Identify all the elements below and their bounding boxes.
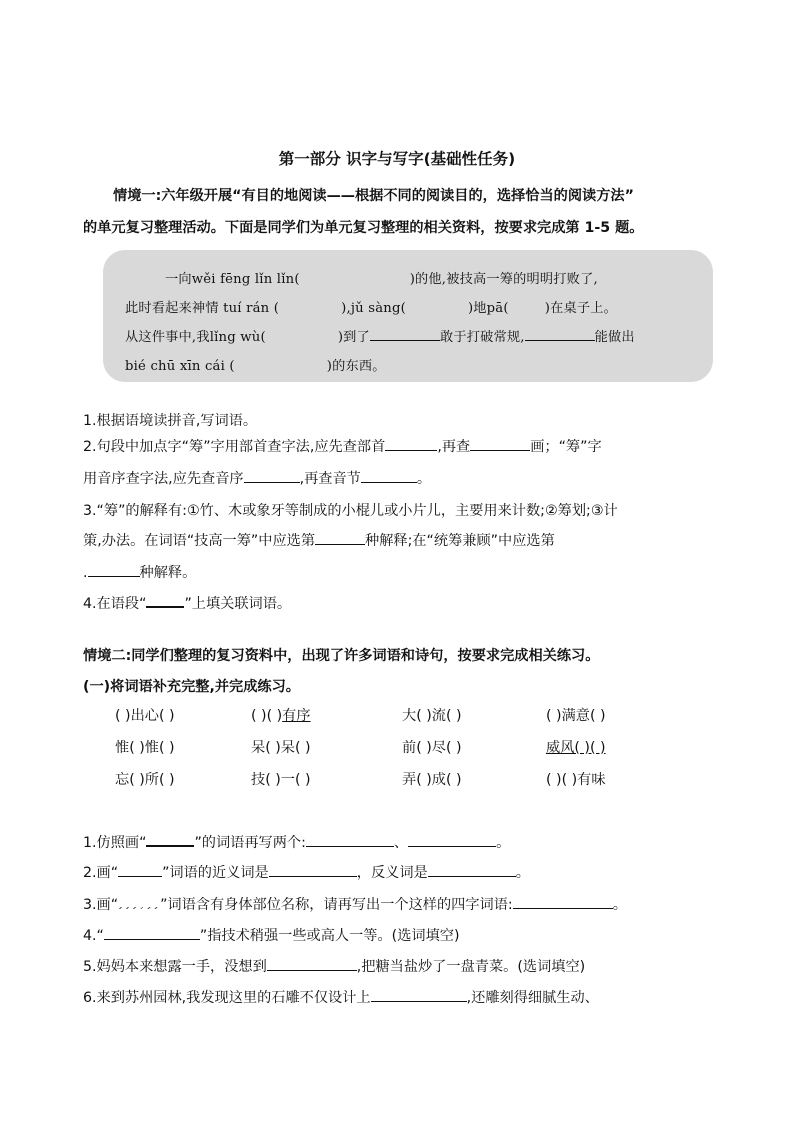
scene1-intro-line2: 的单元复习整理活动。下面是同学们为单元复习整理的相关资料，按要求完成第 1-5 题。 (83, 220, 644, 236)
question-3-line3 (83, 562, 196, 582)
passage-text: 一向wěi fēng lǐn lǐn( (165, 272, 300, 287)
answer-blank[interactable] (525, 328, 595, 341)
question-text: 画；“筹”字 (530, 439, 602, 455)
question-text: 6.来到苏州园林,我发现这里的石雕不仅设计上 (83, 990, 371, 1006)
answer-blank[interactable] (269, 864, 357, 877)
answer-blank[interactable] (428, 864, 516, 877)
question-text: 种解释。 (139, 565, 197, 581)
passage-box (103, 250, 713, 382)
question-text: ，反义词是 (356, 865, 428, 881)
passage-text: 能做出 (594, 330, 635, 345)
passage-text: 此时看起来神情 tuí rán ( (125, 301, 280, 316)
answer-blank[interactable] (385, 438, 437, 451)
exercise-2 (83, 862, 530, 882)
passage-line-1 (165, 268, 598, 287)
exercise-3 (83, 894, 627, 914)
question-text: 。 (515, 865, 530, 881)
passage-text: 从这件事中,我lǐng wù( (125, 330, 266, 345)
idiom-cell[interactable]: 弄( )成( ) (402, 772, 462, 788)
idiom-cell[interactable]: ( )满意( ) (546, 708, 606, 724)
answer-blank[interactable] (315, 532, 365, 545)
passage-text: )到了 (337, 330, 370, 345)
idiom-cell[interactable]: 忘( )所( ) (115, 772, 175, 788)
idiom-blanks: ( )( ) (251, 708, 283, 724)
answer-blank[interactable] (267, 958, 357, 971)
wavy-underline-sample (118, 897, 160, 909)
idiom-cell[interactable]: 大( )流( ) (402, 708, 462, 724)
answer-blank[interactable] (361, 470, 417, 483)
question-text: 3.画“ (83, 897, 119, 913)
question-text: 4.在语段“ (83, 596, 147, 612)
question-2-line1 (83, 436, 602, 456)
answer-blank[interactable] (513, 896, 613, 909)
question-1: 1.根据语境读拼音,写词语。 (83, 413, 258, 429)
question-text: 策,办法。在词语“技高一筹”中应选第 (83, 533, 316, 549)
question-text: . (83, 565, 88, 581)
question-text: ”词语含有身体部位名称，请再写出一个这样的四字词语: (160, 897, 513, 913)
answer-blank[interactable] (146, 594, 184, 608)
question-text: ”词语的近义词是 (162, 865, 269, 881)
idiom-cell[interactable]: ( )( )有味 (546, 772, 606, 788)
passage-text: 敢于打破常规, (439, 330, 525, 345)
answer-blank[interactable] (370, 328, 440, 341)
question-text: ,再查 (437, 439, 471, 455)
question-text: 4.“ (83, 928, 104, 944)
scene1-intro-line1: 情境一:六年级开展“有目的地阅读——根据不同的阅读目的，选择恰当的阅读方法” (113, 188, 634, 204)
passage-text: ),jǔ sàng( (341, 301, 406, 316)
answer-blank[interactable] (371, 989, 467, 1002)
idiom-cell[interactable]: 技( )一( ) (251, 772, 311, 788)
passage-line-4 (125, 355, 386, 374)
scene2-intro: 情境二:同学们整理的复习资料中，出现了许多词语和诗句，按要求完成相关练习。 (83, 648, 600, 664)
question-text: ”的词语再写两个: (194, 835, 306, 851)
passage-text: )在桌子上。 (544, 301, 618, 316)
idiom-cell[interactable]: 呆( )呆( ) (251, 740, 311, 756)
question-2-line2 (83, 468, 431, 488)
question-text: 。 (416, 471, 432, 487)
question-text: ”指技术稍强一些或高人一等。(选词填空) (199, 928, 460, 944)
question-text: 种解释;在“统筹兼顾”中应选第 (365, 533, 555, 549)
answer-blank (118, 864, 162, 877)
idiom-cell[interactable]: 惟( )惟( ) (115, 740, 175, 756)
scene2-subtitle: (一)将词语补充完整,并完成练习。 (83, 679, 300, 695)
question-text: ”上填关联词语。 (184, 596, 292, 612)
question-text: 。 (612, 897, 627, 913)
answer-blank[interactable] (104, 927, 200, 940)
page-title: 第一部分 识字与写字(基础性任务) (278, 150, 516, 168)
answer-blank[interactable] (244, 470, 300, 483)
idiom-cell[interactable]: ( )出心( ) (115, 708, 175, 724)
question-text: 1.仿照画“ (83, 835, 147, 851)
idiom-cell[interactable] (251, 705, 311, 725)
passage-text: )地pā( (467, 301, 509, 316)
answer-blank (146, 833, 194, 847)
answer-blank[interactable] (470, 438, 530, 451)
question-text: ,把糖当盐炒了一盘青菜。(选词填空) (356, 959, 586, 975)
answer-blank[interactable] (88, 564, 140, 577)
idiom-cell[interactable]: 威风( )( ) (546, 740, 606, 756)
question-text: ,还雕刻得细腻生动、 (466, 990, 599, 1006)
passage-line-3 (125, 326, 635, 345)
question-text: 用音序查字法,应先查音序 (83, 471, 244, 487)
exercise-6 (83, 987, 599, 1007)
idiom-underlined: 有序 (282, 708, 311, 724)
exercise-1 (83, 832, 510, 852)
question-text: 。 (496, 835, 511, 851)
question-text: 、 (393, 835, 409, 851)
question-text: ,再查音节 (299, 471, 361, 487)
passage-text: )的东西。 (326, 359, 386, 374)
question-3-line1: 3.“筹”的解释有:①竹、木或象牙等制成的小棍儿或小片儿，主要用来计数;②筹划;③计 (83, 503, 618, 519)
passage-line-2 (125, 297, 617, 316)
idiom-cell[interactable]: 前( )尽( ) (402, 740, 462, 756)
answer-blank[interactable] (306, 834, 394, 847)
question-4 (83, 593, 291, 613)
question-text: 5.妈妈本来想露一手，没想到 (83, 959, 267, 975)
passage-text: )的他,被技高一筹的明明打败了, (409, 272, 598, 287)
exercise-5 (83, 956, 585, 976)
exercise-4 (83, 925, 460, 945)
answer-blank[interactable] (408, 834, 496, 847)
question-text: 2.画“ (83, 865, 119, 881)
passage-text: bié chū xīn cái ( (125, 359, 235, 374)
question-text: 2.句段中加点字“筹”字用部首查字法,应先查部首 (83, 439, 386, 455)
question-3-line2 (83, 530, 555, 550)
